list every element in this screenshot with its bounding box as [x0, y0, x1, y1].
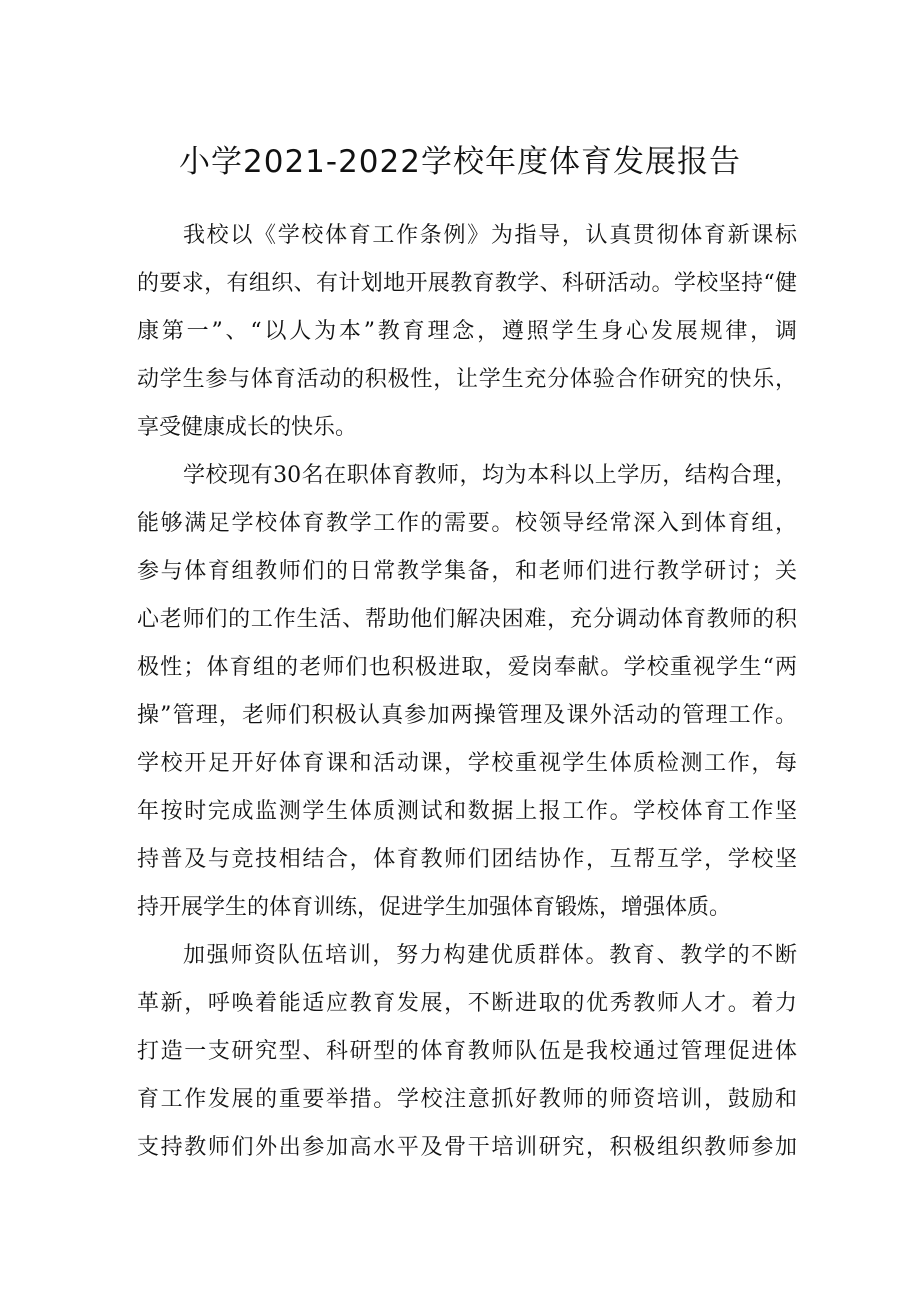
paragraph-1-line-5: 享受健康成长的快乐。	[137, 415, 358, 440]
paragraph-1-line-2: 的要求，有组织、有计划地开展教育教学、科研活动。学校坚持“健	[137, 271, 797, 296]
paragraph-2-line-3: 参与体育组教师们的日常教学集备，和老师们进行教学研讨；关	[137, 559, 797, 584]
paragraph-3-line-5: 支持教师们外出参加高水平及骨干培训研究，积极组织教师参加	[137, 1135, 797, 1160]
paragraph-3-line-4: 育工作发展的重要举措。学校注意抓好教师的师资培训，鼓励和	[137, 1087, 797, 1112]
paragraph-2-line-2: 能够满足学校体育教学工作的需要。校领导经常深入到体育组，	[137, 511, 797, 536]
paragraph-3-line-3: 打造一支研究型、科研型的体育教师队伍是我校通过管理促进体	[137, 1039, 797, 1064]
paragraph-2-line-7: 学校开足开好体育课和活动课，学校重视学生体质检测工作，每	[137, 751, 797, 776]
paragraph-2-line-8: 年按时完成监测学生体质测试和数据上报工作。学校体育工作坚	[137, 799, 797, 824]
paragraph-2-line-6: 操”管理，老师们积极认真参加两操管理及课外活动的管理工作。	[137, 703, 797, 728]
paragraph-1-line-4: 动学生参与体育活动的积极性，让学生充分体验合作研究的快乐，	[137, 367, 797, 392]
paragraph-2-line-5: 极性；体育组的老师们也积极进取，爱岗奉献。学校重视学生“两	[137, 655, 797, 680]
document-title: 小学2021-2022学校年度体育发展报告	[179, 144, 741, 180]
paragraph-2-line-1: 学校现有30名在职体育教师，均为本科以上学历，结构合理，	[183, 463, 797, 488]
paragraph-3-line-2: 革新，呼唤着能适应教育发展，不断进取的优秀教师人才。着力	[137, 991, 797, 1016]
paragraph-2-line-4: 心老师们的工作生活、帮助他们解决困难，充分调动体育教师的积	[137, 607, 797, 632]
paragraph-1-line-1: 我校以《学校体育工作条例》为指导，认真贯彻体育新课标	[183, 223, 797, 248]
paragraph-3-line-1: 加强师资队伍培训，努力构建优质群体。教育、教学的不断	[183, 943, 797, 968]
paragraph-1-line-3: 康第一”、“以人为本”教育理念，遵照学生身心发展规律，调	[137, 319, 797, 344]
paragraph-2-line-10: 持开展学生的体育训练，促进学生加强体育锻炼，增强体质。	[137, 895, 732, 920]
paragraph-2-line-9: 持普及与竞技相结合，体育教师们团结协作，互帮互学，学校坚	[137, 847, 797, 872]
